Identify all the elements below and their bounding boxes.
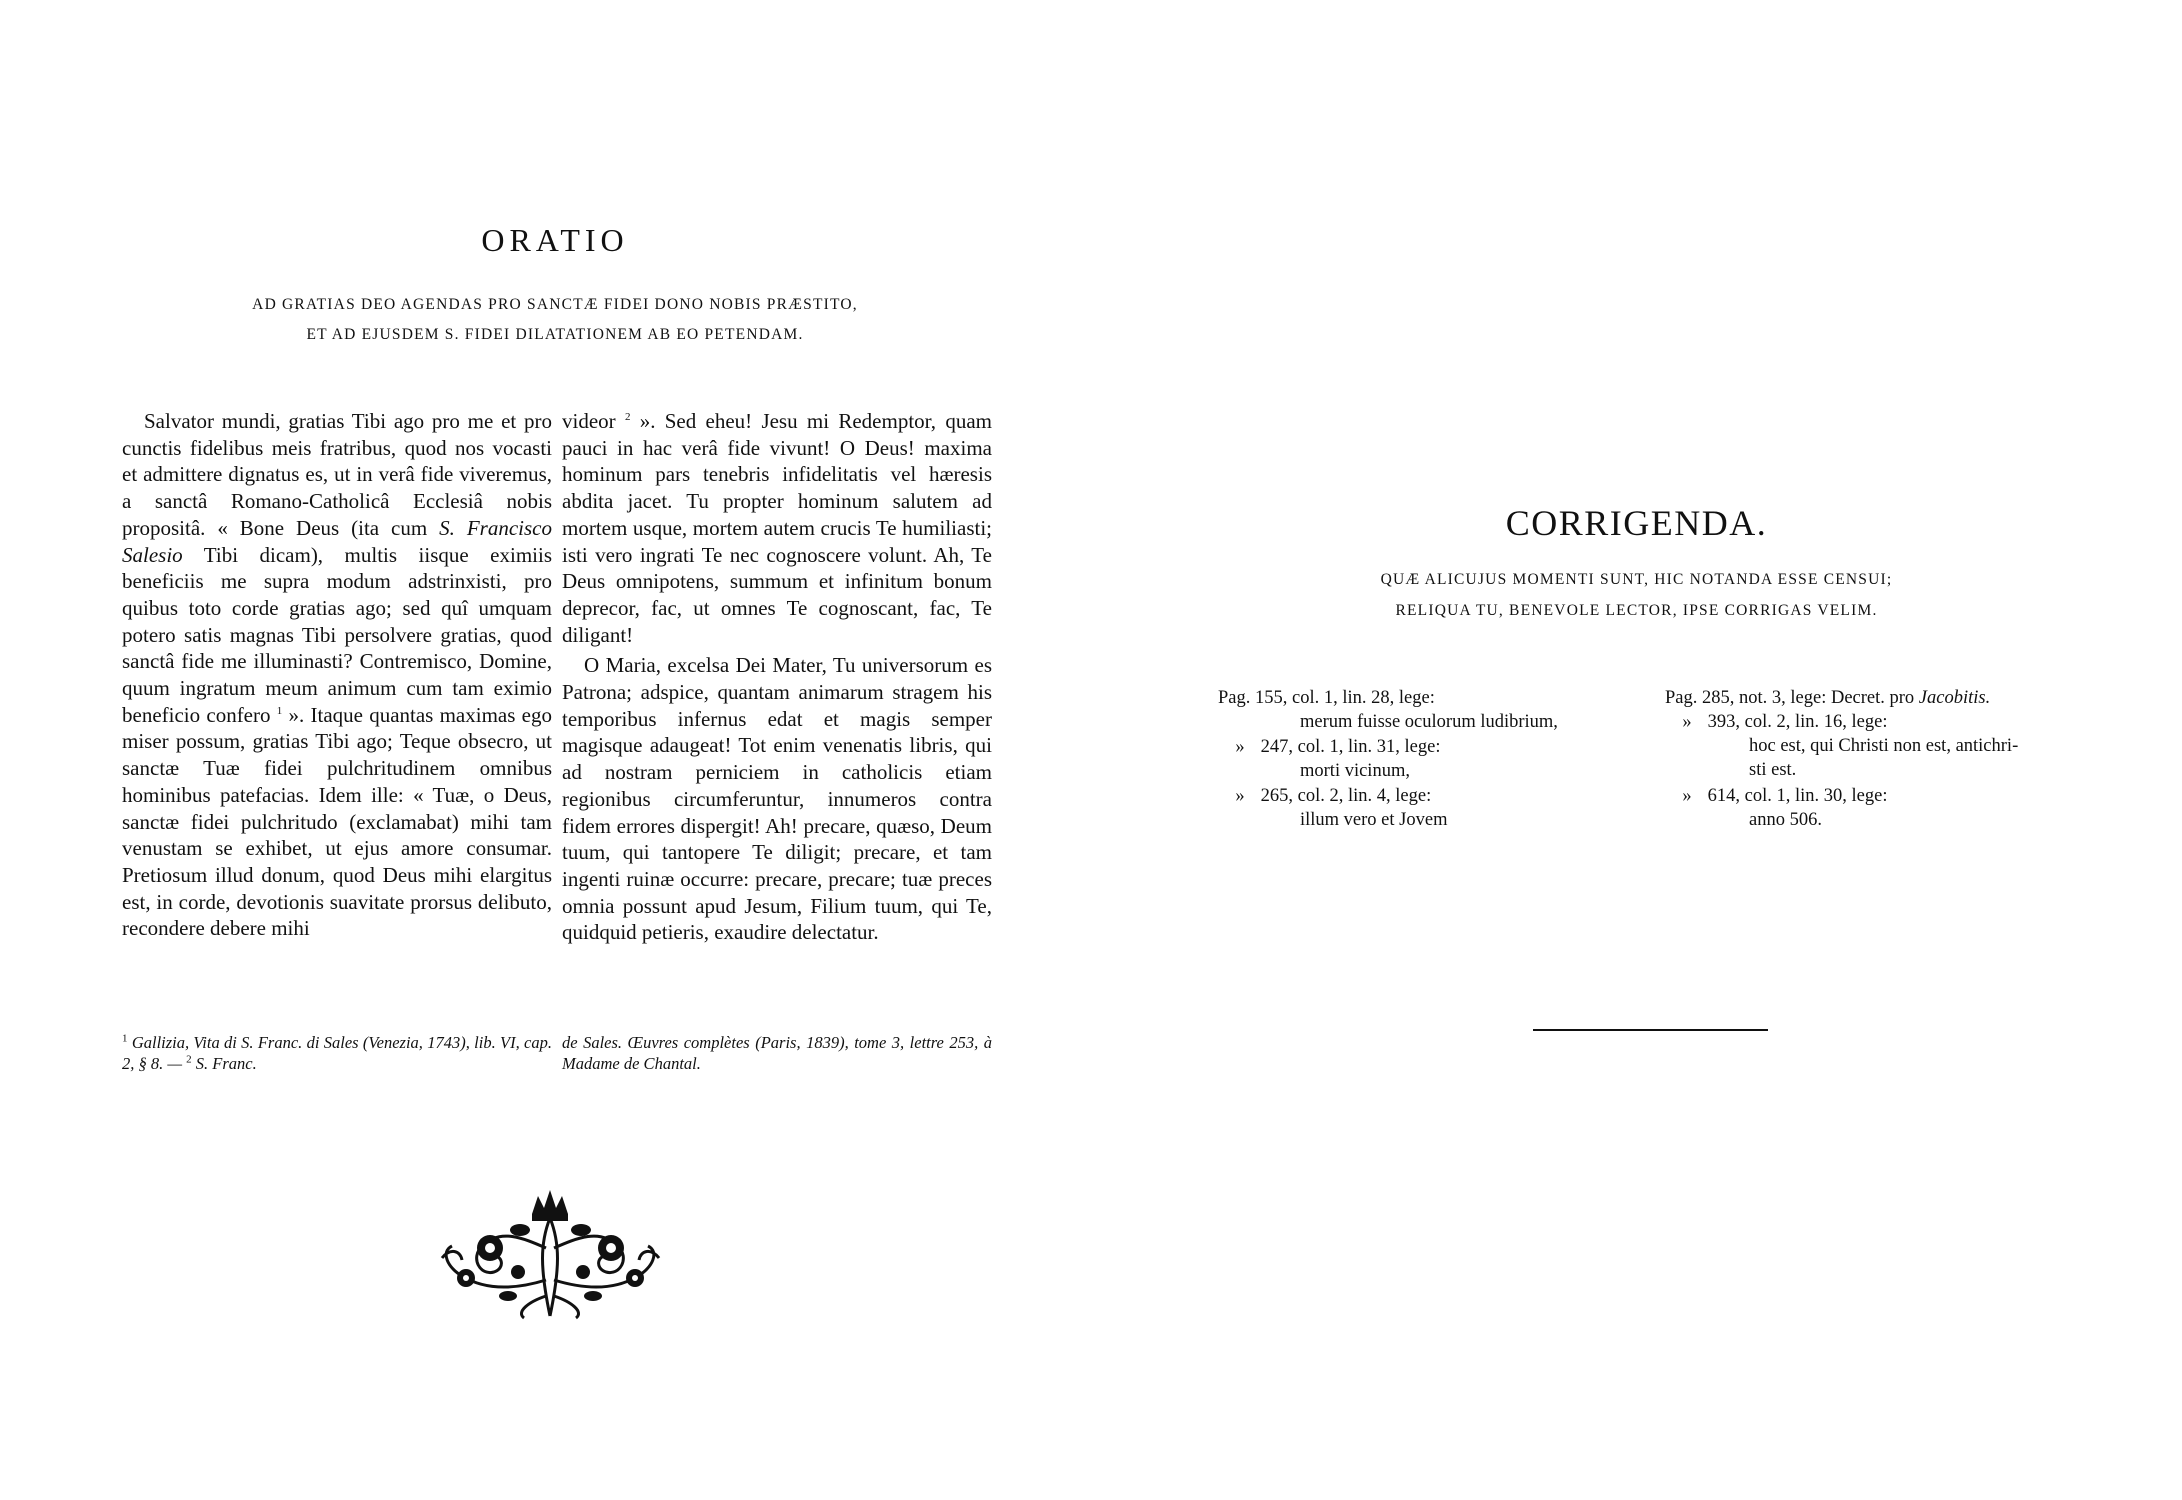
- floral-ornament-icon: [428, 1188, 673, 1320]
- oratio-title: ORATIO: [481, 222, 629, 258]
- prayer-paragraph-2: O Maria, excelsa Dei Mater, Tu universorum es Patrona; adspice, quantam animarum stragem his temporibus infernus edat et magis semper magisque adaugeat! Tot enim venenatis libris, qui ad nostram perniciem in catholicis etiam regionibus circumferuntur, innumeros contra fidem errores dispergit! Ah! precare, quæso, Deum tuum, qui tantopere Te diligit; precare, et tam ingenti ruinæ occurre: precare, precare; tuæ preces omnia possunt apud Jesum, Filium tuum, qui Te, quidquid petieris, exaudire delectatur.: [562, 653, 992, 945]
- prayer-paragraph-continued: [562, 408, 992, 648]
- prayer-text: Tibi dicam), multis iisque eximiis beneficiis me supra modum adstrinxisti, pro quibus toto corde gratias ago; sed quî umquam potero satis magnas Tibi persolvere gratias, quod sanctâ fide me illuminasti? Contremisco, Domine, quum ingratum meum animum cum tam eximio beneficio confero: [122, 542, 552, 727]
- corrigenda-subtitle-line-2: RELIQUA TU, BENEVOLE LECTOR, IPSE CORRIGAS VELIM.: [1395, 602, 1878, 619]
- prayer-paragraph-1: [122, 408, 552, 942]
- corrigenda-entry-text: anno 506.: [1749, 810, 1822, 830]
- footnote-text-1: Gallizia, Vita di S. Franc. di Sales (Venezia, 1743), lib. VI, cap. 2, § 8. —: [122, 1033, 552, 1073]
- ditto-mark: »: [1682, 786, 1692, 806]
- corrigenda-entry-text: sti est.: [1749, 760, 1797, 780]
- corrigenda-entry-ref: Pag. 285, not. 3, lege: Decret. pro Jacobitis.: [1665, 688, 1991, 708]
- text-column-1: [122, 408, 552, 942]
- corrigenda-title: CORRIGENDA.: [1505, 503, 1768, 543]
- prayer-text: ». Itaque quantas maximas ego miser possum, gratias Tibi ago; Teque obsecro, ut sanctæ Tuæ fidei pulchritudinem omnibus hominibus patefacias. Idem ille: « Tuæ, o Deus, sanctæ fidei pulchritudo (exclamabat) mihi tam venustam se exhibet, ut ejus amore consumar. Pretiosum illud donum, quod Deus mihi elargitus est, in corde, devotionis suavitate prorsus delibuto, recondere debere mihi: [122, 702, 552, 941]
- footnote-mark-1: 1: [122, 1032, 128, 1045]
- ditto-mark: »: [1682, 712, 1692, 732]
- prayer-text: ». Sed eheu! Jesu mi Redemptor, quam pauci in hac verâ fide vivunt! O Deus! maxima hominum pars tenebris infidelitatis vel hæresis abdita jacet. Tu propter hominum salutem ad mortem usque, mortem autem crucis Te humiliasti; isti vero ingrati Te nec cognoscere volunt. Ah, Te Deus omnipotens, summum et infinitum bonum deprecor, fac, ut omnes Te cognoscant, fac, Te diligant!: [562, 409, 992, 647]
- oratio-subtitle-line-2: ET AD EJUSDEM S. FIDEI DILATATIONEM AB EO PETENDAM.: [306, 326, 804, 343]
- ditto-mark: »: [1235, 786, 1245, 806]
- corrigenda-entry-ref: Pag. 155, col. 1, lin. 28, lege:: [1218, 688, 1435, 708]
- corrigenda-entry-text: merum fuisse oculorum ludibrium,: [1300, 712, 1558, 732]
- text-column-2: [562, 408, 992, 946]
- prayer-text: videor: [562, 409, 625, 433]
- footnote-ref-1: 1: [276, 704, 283, 717]
- oratio-subtitle-line-1: AD GRATIAS DEO AGENDAS PRO SANCTÆ FIDEI DONO NOBIS PRÆSTITO,: [252, 296, 858, 313]
- corrigenda-entry-text: hoc est, qui Christi non est, antichri-: [1749, 736, 2019, 756]
- corrigenda-entry-ref: » 614, col. 1, lin. 30, lege:: [1665, 784, 1887, 808]
- corrigenda-entry-ref: » 265, col. 2, lin. 4, lege:: [1218, 784, 1431, 808]
- footnote-text-2: S. Franc.: [191, 1054, 257, 1073]
- footnotes-right: de Sales. Œuvres complètes (Paris, 1839), tome 3, lettre 253, à Madame de Chantal.: [562, 1033, 992, 1073]
- footnote-ref-2: 2: [624, 411, 631, 423]
- footnotes-left: [122, 1032, 552, 1074]
- corrigenda-entry-ref: » 393, col. 2, lin. 16, lege:: [1665, 710, 1887, 734]
- ditto-mark: »: [1235, 737, 1245, 757]
- corrigenda-entry-text: morti vicinum,: [1300, 761, 1410, 781]
- corrigenda-subtitle-line-1: QUÆ ALICUJUS MOMENTI SUNT, HIC NOTANDA ESSE CENSUI;: [1380, 571, 1893, 588]
- right-page: [1091, 0, 2182, 1500]
- closing-rule: [1533, 1029, 1768, 1031]
- italic-name: S. Francisco Salesio: [122, 515, 552, 567]
- corrigenda-entry-text: illum vero et Jovem: [1300, 810, 1448, 830]
- prayer-text: Salvator mundi, gratias Tibi ago pro me et pro cunctis fidelibus meis fratribus, quod nos vocasti et admittere dignatus es, ut in verâ fide viveremus, a sanctâ Romano-Catholicâ Ecclesiâ nobis propositâ. « Bone Deus (ita cum: [122, 409, 552, 540]
- footnote-mark-2: 2: [186, 1053, 192, 1066]
- corrigenda-entry-ref: » 247, col. 1, lin. 31, lege:: [1218, 735, 1440, 759]
